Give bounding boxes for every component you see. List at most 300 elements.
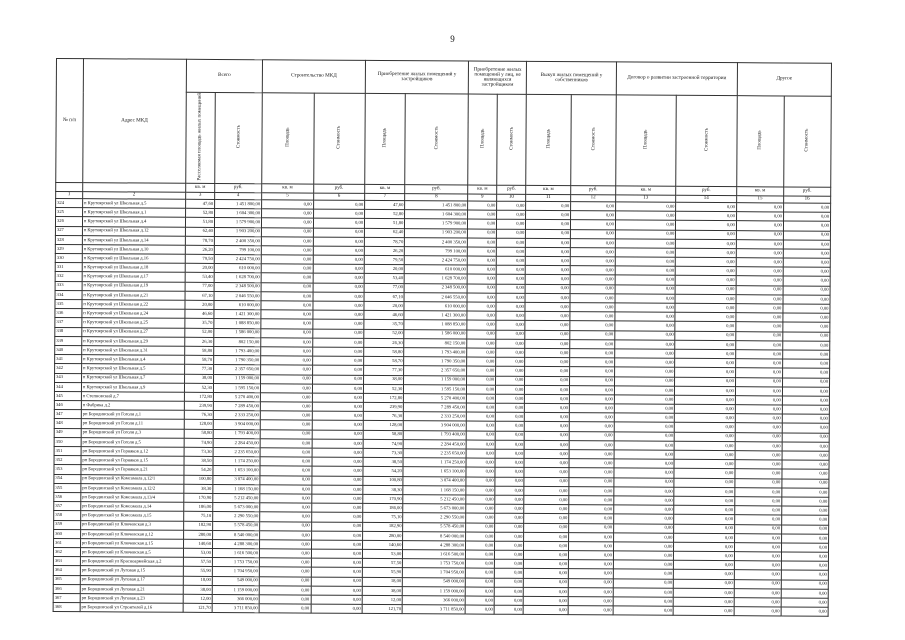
value-cell: 0,00 [524,550,569,559]
value-cell: 0,00 [615,285,676,295]
value-cell: 366 000,00 [212,594,259,603]
value-cell: 0,00 [525,275,570,284]
value-cell: 0,00 [467,247,496,256]
value-cell: 0,00 [525,422,570,431]
value-cell: 0,00 [675,322,736,332]
value-cell: 26,30 [364,338,404,347]
value-cell: 0,00 [614,413,675,423]
value-cell: 239,90 [184,401,213,410]
value-cell: 1 586 000,00 [404,329,467,339]
value-cell: 0,00 [734,598,781,607]
value-cell: 0,00 [466,449,495,458]
value-cell: 0,00 [614,422,675,432]
value-cell: 0,00 [782,368,829,377]
value-cell: 0,00 [568,569,613,578]
address-cell: рп Бородинский ул Гоголя д.3 [81,428,184,438]
value-cell: 0,00 [260,540,312,550]
value-cell: 1 159 000,00 [214,374,261,383]
value-cell: 280,00 [363,531,403,540]
value-cell: 0,00 [496,403,525,412]
value-cell: 0,00 [674,533,735,543]
value-cell: 1 088 850,00 [404,320,467,330]
value-cell: 0,00 [311,558,363,568]
value-cell: 0,00 [523,606,568,615]
value-cell: 0,00 [735,368,782,377]
value-cell: 75,10 [363,513,403,522]
value-cell: 0,00 [496,311,525,320]
value-cell: 0,00 [783,313,830,322]
value-cell: 0,00 [676,230,737,240]
row-number-cell: 352 [54,456,81,465]
row-number-cell: 359 [54,520,81,529]
value-cell: 610 000,00 [214,300,261,309]
sub-header-cost: Стоимость [571,95,616,186]
col-header-buyout: Выкуп жилых помещений у собственников [527,61,617,95]
address-cell: п Крутоярский ул Школьная д.17 [82,272,185,282]
value-cell: 0,00 [524,495,569,504]
value-cell: 53,40 [185,273,214,282]
value-cell: 280,00 [183,530,212,539]
address-cell: п Крутоярский ул Школьная д.4 [82,355,185,365]
value-cell: 0,00 [496,330,525,339]
value-cell: 47,60 [365,200,405,209]
row-number-cell: 363 [53,557,80,566]
value-cell: 0,00 [570,284,615,293]
value-cell: 2 424 750,00 [405,256,468,266]
value-cell: 0,00 [495,532,524,541]
value-cell: 2 046 550,00 [214,291,261,300]
value-cell: 7 289 450,00 [404,403,467,413]
value-cell: 0,00 [569,542,614,551]
value-cell: 0,00 [569,551,614,560]
value-cell: 67,10 [364,292,404,301]
value-cell: 0,00 [467,330,496,339]
row-number-cell: 366 [53,584,80,593]
value-cell: 0,00 [736,331,783,340]
value-cell: 0,00 [467,357,496,366]
address-cell: рп Бородинский ул Комсомола д.13/4 [81,493,184,503]
value-cell: 0,00 [675,432,736,442]
value-cell: 0,00 [466,431,495,440]
column-number-cell: 5 [262,193,314,200]
value-cell: 0,00 [674,588,735,598]
value-cell: 0,00 [495,486,524,495]
value-cell: 0,00 [260,494,312,504]
row-number-cell: 334 [55,290,82,299]
address-cell: п Крутоярский ул Школьная д.7 [81,373,184,383]
value-cell: 0,00 [570,339,615,348]
value-cell: 172,80 [184,392,213,401]
value-cell: 0,00 [736,239,783,248]
value-cell: 0,00 [673,606,734,616]
value-cell: 0,00 [260,466,312,476]
value-cell: 0,00 [615,358,676,368]
value-cell: 0,00 [259,595,311,605]
value-cell: 78,70 [364,237,404,246]
row-number-cell: 328 [55,235,82,244]
value-cell: 0,00 [782,488,829,497]
value-cell: 0,00 [569,431,614,440]
value-cell: 2 400 350,00 [214,236,261,245]
value-cell: 0,00 [675,414,736,424]
unit-cell: кв. м [616,186,677,195]
value-cell: 186,00 [363,504,403,513]
value-cell: 74,90 [184,438,213,447]
col-header-total: Всего [186,59,262,92]
value-cell: 0,00 [782,387,829,396]
value-cell: 0,00 [613,551,674,561]
value-cell: 47,60 [185,199,214,208]
unit-cell: руб. [405,185,468,194]
value-cell: 0,00 [736,322,783,331]
value-cell: 0,00 [614,468,675,478]
value-cell: 3 711 850,00 [212,604,259,613]
value-cell: 0,00 [735,497,782,506]
sub-header-cost: Стоимость [215,92,263,183]
value-cell: 0,00 [736,340,783,349]
value-cell: 0,00 [525,367,570,376]
value-cell: 0,00 [467,274,496,283]
row-number-cell: 335 [55,300,82,309]
address-cell: рп Бородинский ул Ключевская д.15 [80,539,183,549]
value-cell: 0,00 [734,524,781,533]
value-cell: 549 000,00 [212,576,259,585]
value-cell: 0,00 [734,543,781,552]
value-cell: 0,00 [615,312,676,322]
value-cell: 0,00 [495,514,524,523]
value-cell: 0,00 [734,607,781,616]
value-cell: 0,00 [570,330,615,339]
value-cell: 0,00 [262,209,314,219]
value-cell: 0,00 [465,568,494,577]
value-cell: 0,00 [615,257,676,267]
value-cell: 0,00 [676,276,737,286]
value-cell: 0,00 [782,414,829,423]
address-cell: п Крутоярский ул Школьная д.14 [82,235,185,245]
value-cell: 1 168 150,00 [213,484,260,493]
value-cell: 2 424 750,00 [214,255,261,264]
value-cell: 0,00 [497,210,526,219]
value-cell: 0,00 [782,405,829,414]
value-cell: 79,50 [364,255,404,264]
column-number-cell: 11 [526,194,571,201]
value-cell: 0,00 [782,451,829,460]
value-cell: 0,00 [524,541,569,550]
value-cell: 0,00 [524,449,569,458]
value-cell: 0,00 [526,266,571,275]
value-cell: 3 711 850,00 [402,605,465,615]
row-number-cell: 367 [53,594,80,603]
address-cell: п Крутоярский ул Школьная д.24 [82,309,185,319]
value-cell: 0,00 [525,312,570,321]
value-cell: 20,00 [185,300,214,309]
value-cell: 53,00 [183,548,212,557]
value-cell: 67,10 [185,291,214,300]
value-cell: 0,00 [466,486,495,495]
value-cell: 0,00 [313,283,365,293]
value-cell: 0,00 [675,358,736,368]
address-cell: рп Бородинский ул Комсомола д.12/2 [81,483,184,493]
value-cell: 0,00 [783,332,830,341]
address-cell: рп Бородинский ул Гоголя д.5 [81,437,184,447]
value-cell: 0,00 [261,356,313,366]
value-cell: 0,00 [466,421,495,430]
value-cell: 0,00 [495,449,524,458]
value-cell: 0,00 [526,238,571,247]
value-cell: 2 046 550,00 [404,292,467,302]
value-cell: 0,00 [782,515,829,524]
value-cell: 0,00 [571,211,616,220]
value-cell: 0,00 [674,570,735,580]
value-cell: 0,00 [313,274,365,284]
column-number-cell: 2 [83,192,186,200]
row-number-cell: 340 [55,345,82,354]
value-cell: 0,00 [570,303,615,312]
value-cell: 0,00 [614,404,675,414]
column-number-cell: 1 [56,191,83,198]
value-cell: 140,60 [363,540,403,549]
address-cell: п Крутоярский ул Школьная д.12 [82,226,185,236]
value-cell: 0,00 [313,255,365,265]
value-cell: 0,00 [494,587,523,596]
value-cell: 38,00 [362,586,402,595]
row-number-cell: 364 [53,566,80,575]
value-cell: 0,00 [311,595,363,605]
row-number-cell: 327 [55,226,82,235]
value-cell: 0,00 [495,541,524,550]
page-number: 9 [450,34,455,44]
value-cell: 0,00 [262,218,314,228]
value-cell: 0,00 [735,359,782,368]
value-cell: 0,00 [466,513,495,522]
value-cell: 0,00 [466,523,495,532]
value-cell: 0,00 [614,496,675,506]
value-cell: 52,80 [185,208,214,217]
value-cell: 0,00 [261,374,313,384]
sub-header-area: Площадь [262,93,314,184]
value-cell: 26,20 [364,246,404,255]
value-cell: 0,00 [496,376,525,385]
value-cell: 0,00 [495,458,524,467]
value-cell: 1 704 950,00 [212,567,259,576]
row-number-cell: 333 [55,281,82,290]
value-cell: 802 150,00 [214,337,261,346]
value-cell: 0,00 [525,330,570,339]
value-cell: 1 451 800,00 [215,199,262,208]
value-cell: 0,00 [783,230,830,239]
value-cell: 0,00 [571,229,616,238]
value-cell: 5 673 000,00 [403,504,466,514]
unit-cell: кв. м [468,185,497,194]
value-cell: 0,00 [311,485,363,495]
value-cell: 0,00 [569,459,614,468]
value-cell: 0,00 [496,321,525,330]
value-cell: 74,90 [363,439,403,448]
value-cell: 0,00 [313,301,365,311]
value-cell: 0,00 [467,320,496,329]
value-cell: 0,00 [312,430,364,440]
value-cell: 0,00 [735,414,782,423]
value-cell: 0,00 [311,568,363,578]
value-cell: 0,00 [313,228,365,238]
column-number-cell: 4 [215,192,262,199]
value-cell: 0,00 [614,487,675,497]
value-cell: 0,00 [568,560,613,569]
value-cell: 170,90 [363,494,403,503]
value-cell: 0,00 [735,396,782,405]
value-cell: 0,00 [496,385,525,394]
value-cell: 0,00 [781,589,828,598]
value-cell: 0,00 [615,202,676,212]
value-cell: 77,30 [364,366,404,375]
value-cell: 0,00 [313,209,365,219]
value-cell: 0,00 [467,284,496,293]
value-cell: 0,00 [524,569,569,578]
value-cell: 18,00 [183,576,212,585]
value-cell: 0,00 [311,512,363,522]
value-cell: 58,80 [185,346,214,355]
value-cell: 0,00 [311,549,363,559]
table-header [56,59,832,204]
value-cell: 0,00 [496,293,525,302]
value-cell: 0,00 [312,319,364,329]
value-cell: 0,00 [524,578,569,587]
sub-header-cost: Стоимость [784,96,832,187]
value-cell: 0,00 [615,211,676,221]
sub-header-resettled-area: Расселяемая площадь жилых помещений [186,92,216,183]
value-cell: 0,00 [525,376,570,385]
value-cell: 1 174 250,00 [213,457,260,466]
unit-cell: кв. м [262,184,314,193]
value-cell: 0,00 [735,405,782,414]
value-cell: 0,00 [569,450,614,459]
value-cell: 0,00 [675,303,736,313]
value-cell: 46,60 [185,309,214,318]
value-cell: 0,00 [614,367,675,377]
value-cell: 0,00 [735,469,782,478]
value-cell: 0,00 [311,494,363,504]
unit-cell: кв. м [365,184,405,193]
value-cell: 0,00 [675,285,736,295]
row-number-cell: 345 [54,391,81,400]
address-cell: п Крутоярский ул Школьная д.31 [82,346,185,356]
value-cell: 0,00 [259,604,311,614]
value-cell: 2 357 650,00 [404,366,467,376]
value-cell: 0,00 [261,255,313,265]
value-cell: 1 793 400,00 [404,430,467,440]
value-cell: 0,00 [568,587,613,596]
value-cell: 0,00 [570,376,615,385]
value-cell: 0,00 [524,523,569,532]
value-cell: 1 903 200,00 [405,228,468,238]
value-cell: 0,00 [781,570,828,579]
value-cell: 0,00 [674,441,735,451]
value-cell: 57,50 [362,559,402,568]
value-cell: 0,00 [524,560,569,569]
column-number-cell: 13 [616,195,677,202]
value-cell: 1 653 100,00 [213,466,260,475]
value-cell: 0,00 [615,248,676,258]
value-cell: 366 000,00 [403,596,466,606]
value-cell: 0,00 [311,604,363,614]
value-cell: 79,50 [185,254,214,263]
value-cell: 0,00 [613,569,674,579]
value-cell: 0,00 [783,341,830,350]
value-cell: 0,00 [675,331,736,341]
value-cell: 78,70 [185,236,214,245]
value-cell: 0,00 [525,413,570,422]
value-cell: 0,00 [613,560,674,570]
value-cell: 0,00 [312,439,364,449]
value-cell: 0,00 [782,469,829,478]
value-cell: 0,00 [466,541,495,550]
value-cell: 0,00 [735,451,782,460]
value-cell: 0,00 [570,367,615,376]
unit-cell: руб. [497,185,526,194]
value-cell: 0,00 [569,486,614,495]
address-cell: п Крутоярский ул Школьная д.29 [82,336,185,346]
value-cell: 0,00 [569,440,614,449]
row-number-cell: 346 [54,401,81,410]
value-cell: 0,00 [496,302,525,311]
value-cell: 55,90 [362,568,402,577]
value-cell: 1 604 300,00 [215,209,262,218]
column-number-cell: 16 [784,196,831,203]
value-cell: 7 289 450,00 [213,402,260,411]
value-cell: 0,00 [570,321,615,330]
value-cell: 0,00 [494,578,523,587]
sub-header-area: Площадь [616,95,677,186]
value-cell: 0,00 [675,386,736,396]
value-cell: 2 333 250,00 [404,412,467,422]
value-cell: 0,00 [312,310,364,320]
value-cell: 2 235 650,00 [403,449,466,459]
value-cell: 610 000,00 [404,302,467,312]
value-cell: 0,00 [736,249,783,258]
value-cell: 2 290 550,00 [403,513,466,523]
value-cell: 58,70 [185,355,214,364]
value-cell: 0,00 [615,303,676,313]
value-cell: 58,70 [364,357,404,366]
value-cell: 0,00 [783,350,830,359]
value-cell: 0,00 [674,450,735,460]
value-cell: 0,00 [468,201,497,210]
value-cell: 0,00 [569,514,614,523]
value-cell: 0,00 [613,542,674,552]
value-cell: 0,00 [465,559,494,568]
value-cell: 0,00 [312,393,364,403]
value-cell: 0,00 [466,394,495,403]
value-cell: 0,00 [494,605,523,614]
row-number-cell: 361 [54,538,81,547]
value-cell: 1 753 750,00 [403,559,466,569]
value-cell: 38,50 [184,456,213,465]
value-cell: 239,90 [363,402,403,411]
value-cell: 0,00 [312,384,364,394]
value-cell: 0,00 [571,202,616,211]
value-cell: 0,00 [570,312,615,321]
value-cell: 0,00 [467,311,496,320]
sub-header-area: Площадь [365,93,406,184]
value-cell: 802 150,00 [404,338,467,348]
value-cell: 172,80 [363,393,403,402]
address-cell: рп Бородинский ул Ключевская д.12 [80,529,183,539]
value-cell: 0,00 [526,229,571,238]
column-number-cell: 3 [186,192,215,199]
unit-cell [56,182,83,191]
value-cell: 0,00 [526,220,571,229]
value-cell: 0,00 [783,240,830,249]
